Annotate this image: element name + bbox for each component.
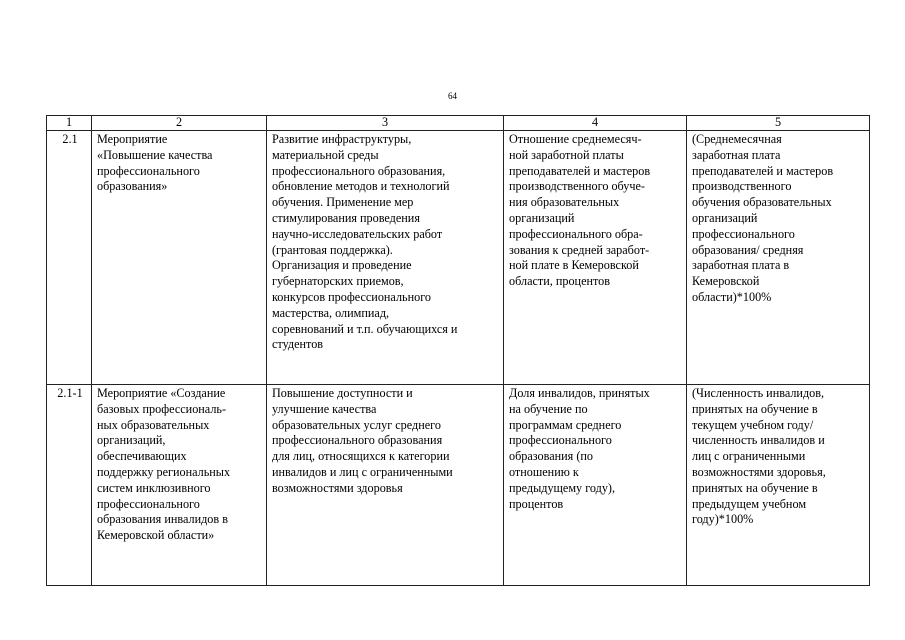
- measure-name: Мероприятие «Повышение качества профессионального образования»: [92, 131, 267, 385]
- table-row: [47, 385, 870, 586]
- header-col-1: 1: [47, 116, 92, 131]
- indicator-formula: (Численность инвалидов, принятых на обучение в текущем учебном году/ численность инвалидов и лиц с ограниченными возможностями здоровья, принятых на обучение в предыдущем учебном году)*100%: [687, 385, 870, 586]
- table-header-row: [47, 116, 870, 131]
- measure-description: Повышение доступности и улучшение качества образовательных услуг среднего профессионального образования для лиц, относящихся к категории инвалидов и лиц с ограниченными возможностями здоровья: [267, 385, 504, 586]
- header-col-2: 2: [92, 116, 267, 131]
- indicator-name: Доля инвалидов, принятых на обучение по программам среднего профессионального образования (по отношению к предыдущему году), процентов: [504, 385, 687, 586]
- header-col-3: 3: [267, 116, 504, 131]
- row-number: 2.1-1: [47, 385, 92, 586]
- row-number: 2.1: [47, 131, 92, 385]
- indicator-name: Отношение среднемесяч- ной заработной платы преподавателей и мастеров производственного обуче- ния образовательных организаций профессионального обра- зования к средней заработ- ной плате в Кемеровской области, процентов: [504, 131, 687, 385]
- indicator-formula: (Среднемесячная заработная плата преподавателей и мастеров производственного обучения образовательных организаций профессионального образования/ средняя заработная плата в Кемеровской области)*100%: [687, 131, 870, 385]
- indicators-table: [46, 115, 870, 586]
- page-number: 64: [448, 91, 457, 101]
- header-col-5: 5: [687, 116, 870, 131]
- measure-name: Мероприятие «Создание базовых профессиональ- ных образовательных организаций, обеспечивающих поддержку региональных систем инклюзивного профессионального образования инвалидов в Кемеровской области»: [92, 385, 267, 586]
- header-col-4: 4: [504, 116, 687, 131]
- table-row: [47, 131, 870, 385]
- measure-description: Развитие инфраструктуры, материальной среды профессионального образования, обновление методов и технологий обучения. Применение мер стимулирования проведения научно-исследовательских работ (грантовая поддержка). Организация и проведение губернаторских приемов, конкурсов профессионального мастерства, олимпиад, соревнований и т.п. обучающихся и студентов: [267, 131, 504, 385]
